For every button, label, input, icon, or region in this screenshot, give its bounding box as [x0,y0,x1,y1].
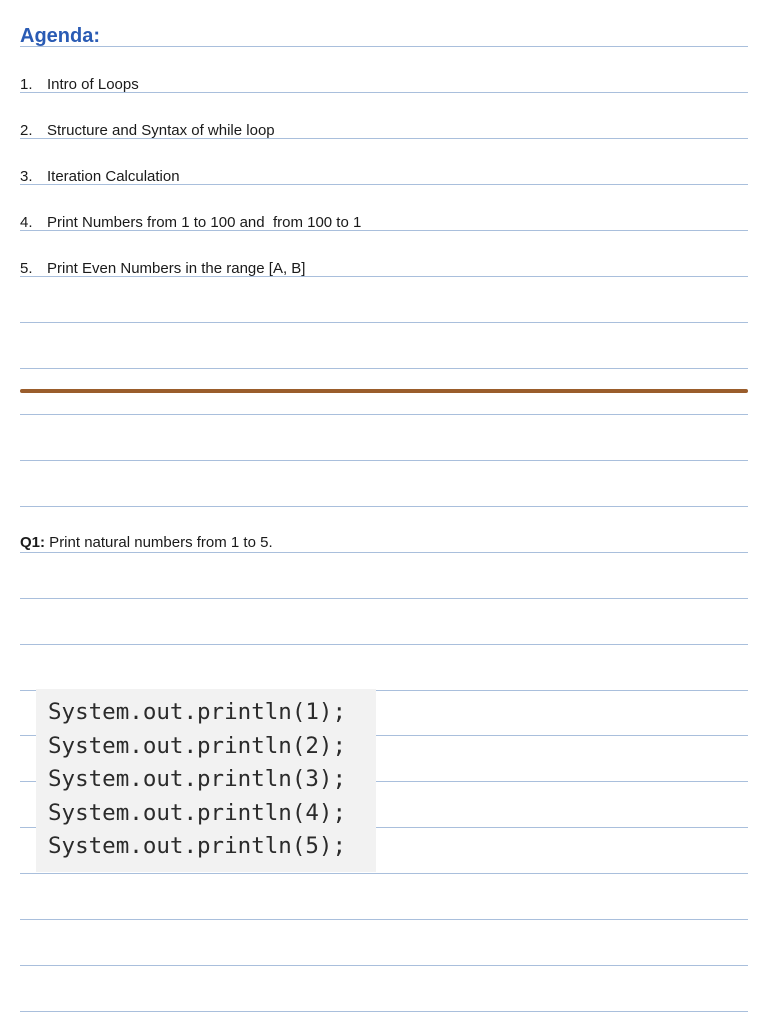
question-text: Print natural numbers from 1 to 5. [45,534,273,551]
ruled-line [20,46,748,47]
ruled-line [20,460,748,461]
section-divider [20,389,748,393]
agenda-item [20,122,275,140]
agenda-item-text: Intro of Loops [47,76,139,93]
code-line: System.out.println(1); [48,699,347,725]
agenda-item-number: 3. [20,168,33,185]
agenda-item-number: 1. [20,76,33,93]
code-line: System.out.println(3); [48,766,347,792]
ruled-line [20,965,748,966]
ruled-line [20,644,748,645]
ruled-line [20,552,748,553]
agenda-item-text: Print Even Numbers in the range [A, B] [47,260,306,277]
question-q1 [20,534,273,552]
code-line: System.out.println(4); [48,799,347,826]
agenda-item-number: 2. [20,122,33,139]
agenda-item [20,260,305,278]
ruled-line [20,1011,748,1012]
ruled-line [20,322,748,323]
ruled-line [20,368,748,369]
ruled-line [20,919,748,920]
agenda-item-text: Iteration Calculation [47,168,180,185]
ruled-line [20,414,748,415]
agenda-heading: Agenda: [20,25,100,47]
agenda-item [20,76,139,94]
ruled-line [20,598,748,599]
agenda-item-text: Print Numbers from 1 to 100 and from 100 to 1 [47,214,362,231]
agenda-item [20,168,180,186]
question-label: Q1: [20,534,46,551]
agenda-item-number: 4. [20,214,33,231]
ruled-line [20,873,748,874]
ruled-line [20,506,748,507]
agenda-item-number: 5. [20,260,33,277]
code-block [36,689,376,872]
code-line: System.out.println(5); [48,833,347,859]
agenda-item-text: Structure and Syntax of while loop [47,122,275,139]
agenda-item [20,214,361,232]
code-line: System.out.println(2); [48,732,347,759]
